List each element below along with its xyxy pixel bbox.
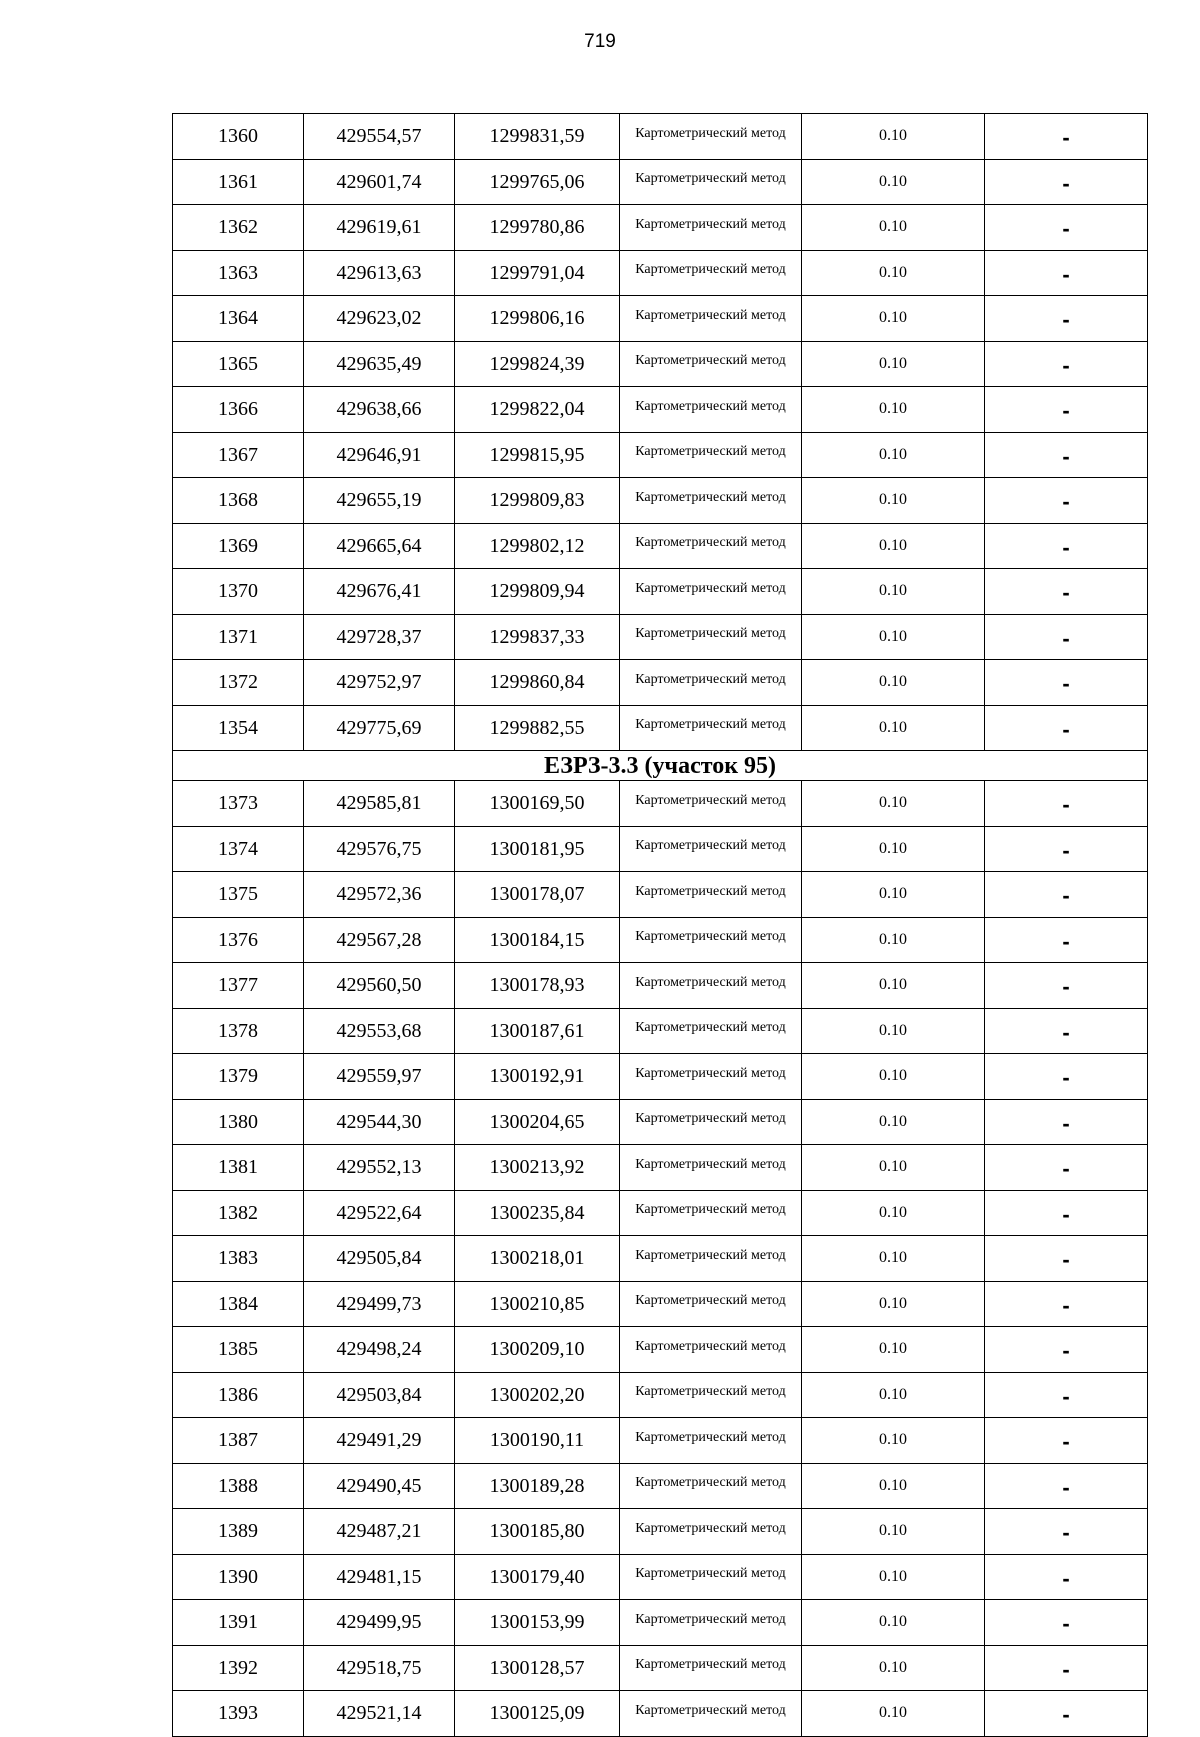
method-text: Картометрический метод (635, 1202, 786, 1218)
method-cell (620, 432, 802, 478)
note-cell: - (985, 114, 1148, 160)
accuracy-cell: 0.10 (802, 432, 985, 478)
method-cell (620, 705, 802, 751)
note-cell: - (985, 1600, 1148, 1646)
y-coordinate-cell: 1300189,28 (455, 1463, 620, 1509)
method-text: Картометрический метод (635, 398, 786, 414)
table-row (173, 569, 1148, 615)
point-number-cell: 1384 (173, 1281, 304, 1327)
table-row (173, 205, 1148, 251)
x-coordinate-cell: 429518,75 (304, 1645, 455, 1691)
y-coordinate-cell: 1299809,94 (455, 569, 620, 615)
table-row (173, 1418, 1148, 1464)
accuracy-cell: 0.10 (802, 1054, 985, 1100)
accuracy-cell: 0.10 (802, 478, 985, 524)
point-number-cell: 1364 (173, 296, 304, 342)
x-coordinate-cell: 429619,61 (304, 205, 455, 251)
point-number-cell: 1378 (173, 1008, 304, 1054)
point-number-cell: 1369 (173, 523, 304, 569)
table-row (173, 1600, 1148, 1646)
method-text: Картометрический метод (635, 1429, 786, 1445)
note-cell: - (985, 341, 1148, 387)
y-coordinate-cell: 1300181,95 (455, 826, 620, 872)
accuracy-cell: 0.10 (802, 1145, 985, 1191)
x-coordinate-cell: 429552,13 (304, 1145, 455, 1191)
note-cell: - (985, 660, 1148, 706)
y-coordinate-cell: 1300202,20 (455, 1372, 620, 1418)
y-coordinate-cell: 1300190,11 (455, 1418, 620, 1464)
y-coordinate-cell: 1299822,04 (455, 387, 620, 433)
note-cell: - (985, 523, 1148, 569)
point-number-cell: 1387 (173, 1418, 304, 1464)
table-row (173, 1008, 1148, 1054)
x-coordinate-cell: 429585,81 (304, 781, 455, 827)
accuracy-cell: 0.10 (802, 917, 985, 963)
table-row (173, 614, 1148, 660)
y-coordinate-cell: 1300178,93 (455, 963, 620, 1009)
table-row (173, 478, 1148, 524)
table-row (173, 917, 1148, 963)
note-cell: - (985, 705, 1148, 751)
coordinates-table (172, 113, 1148, 1737)
note-cell: - (985, 1327, 1148, 1373)
point-number-cell: 1391 (173, 1600, 304, 1646)
method-cell (620, 1281, 802, 1327)
x-coordinate-cell: 429560,50 (304, 963, 455, 1009)
accuracy-cell: 0.10 (802, 1645, 985, 1691)
y-coordinate-cell: 1299824,39 (455, 341, 620, 387)
x-coordinate-cell: 429728,37 (304, 614, 455, 660)
page-number: 719 (584, 31, 616, 52)
note-cell: - (985, 1691, 1148, 1737)
table-row (173, 1372, 1148, 1418)
note-cell: - (985, 1645, 1148, 1691)
y-coordinate-cell: 1300209,10 (455, 1327, 620, 1373)
note-cell: - (985, 387, 1148, 433)
point-number-cell: 1382 (173, 1190, 304, 1236)
note-cell: - (985, 826, 1148, 872)
table-row (173, 1327, 1148, 1373)
method-text: Картометрический метод (635, 489, 786, 505)
method-cell (620, 963, 802, 1009)
y-coordinate-cell: 1300178,07 (455, 872, 620, 918)
method-cell (620, 387, 802, 433)
x-coordinate-cell: 429646,91 (304, 432, 455, 478)
note-cell: - (985, 917, 1148, 963)
method-cell (620, 1054, 802, 1100)
method-text: Картометрический метод (635, 838, 786, 854)
point-number-cell: 1376 (173, 917, 304, 963)
note-cell: - (985, 614, 1148, 660)
note-cell: - (985, 205, 1148, 251)
point-number-cell: 1389 (173, 1509, 304, 1555)
table-row (173, 1145, 1148, 1191)
note-cell: - (985, 1554, 1148, 1600)
method-text: Картометрический метод (635, 1566, 786, 1582)
accuracy-cell: 0.10 (802, 296, 985, 342)
point-number-cell: 1390 (173, 1554, 304, 1600)
point-number-cell: 1380 (173, 1099, 304, 1145)
method-text: Картометрический метод (635, 883, 786, 899)
coordinates-table-body (173, 114, 1148, 1737)
accuracy-cell: 0.10 (802, 826, 985, 872)
accuracy-cell: 0.10 (802, 387, 985, 433)
method-cell (620, 205, 802, 251)
y-coordinate-cell: 1299809,83 (455, 478, 620, 524)
point-number-cell: 1354 (173, 705, 304, 751)
accuracy-cell: 0.10 (802, 781, 985, 827)
y-coordinate-cell: 1300218,01 (455, 1236, 620, 1282)
point-number-cell: 1392 (173, 1645, 304, 1691)
method-text: Картометрический метод (635, 1065, 786, 1081)
note-cell: - (985, 1372, 1148, 1418)
method-text: Картометрический метод (635, 171, 786, 187)
table-row (173, 660, 1148, 706)
note-cell: - (985, 872, 1148, 918)
method-text: Картометрический метод (635, 1338, 786, 1354)
method-cell (620, 1600, 802, 1646)
table-row (173, 1236, 1148, 1282)
table-row (173, 1691, 1148, 1737)
x-coordinate-cell: 429554,57 (304, 114, 455, 160)
table-row (173, 432, 1148, 478)
method-cell (620, 826, 802, 872)
y-coordinate-cell: 1300235,84 (455, 1190, 620, 1236)
point-number-cell: 1375 (173, 872, 304, 918)
table-row (173, 523, 1148, 569)
method-cell (620, 569, 802, 615)
method-text: Картометрический метод (635, 307, 786, 323)
note-cell: - (985, 432, 1148, 478)
point-number-cell: 1363 (173, 250, 304, 296)
x-coordinate-cell: 429559,97 (304, 1054, 455, 1100)
method-cell (620, 872, 802, 918)
table-row (173, 387, 1148, 433)
accuracy-cell: 0.10 (802, 1463, 985, 1509)
note-cell: - (985, 1190, 1148, 1236)
point-number-cell: 1365 (173, 341, 304, 387)
y-coordinate-cell: 1299837,33 (455, 614, 620, 660)
accuracy-cell: 0.10 (802, 1554, 985, 1600)
method-cell (620, 614, 802, 660)
y-coordinate-cell: 1300169,50 (455, 781, 620, 827)
method-cell (620, 1463, 802, 1509)
x-coordinate-cell: 429522,64 (304, 1190, 455, 1236)
accuracy-cell: 0.10 (802, 1281, 985, 1327)
x-coordinate-cell: 429613,63 (304, 250, 455, 296)
x-coordinate-cell: 429635,49 (304, 341, 455, 387)
table-row (173, 114, 1148, 160)
x-coordinate-cell: 429775,69 (304, 705, 455, 751)
accuracy-cell: 0.10 (802, 159, 985, 205)
point-number-cell: 1383 (173, 1236, 304, 1282)
method-text: Картометрический метод (635, 262, 786, 278)
x-coordinate-cell: 429567,28 (304, 917, 455, 963)
x-coordinate-cell: 429655,19 (304, 478, 455, 524)
method-text: Картометрический метод (635, 929, 786, 945)
method-text: Картометрический метод (635, 353, 786, 369)
note-cell: - (985, 1236, 1148, 1282)
method-text: Картометрический метод (635, 1111, 786, 1127)
x-coordinate-cell: 429499,73 (304, 1281, 455, 1327)
accuracy-cell: 0.10 (802, 1509, 985, 1555)
x-coordinate-cell: 429676,41 (304, 569, 455, 615)
method-cell (620, 1372, 802, 1418)
accuracy-cell: 0.10 (802, 660, 985, 706)
point-number-cell: 1368 (173, 478, 304, 524)
point-number-cell: 1372 (173, 660, 304, 706)
accuracy-cell: 0.10 (802, 1327, 985, 1373)
y-coordinate-cell: 1299765,06 (455, 159, 620, 205)
method-text: Картометрический метод (635, 1156, 786, 1172)
accuracy-cell: 0.10 (802, 1008, 985, 1054)
method-cell (620, 1418, 802, 1464)
table-row (173, 705, 1148, 751)
method-cell (620, 478, 802, 524)
y-coordinate-cell: 1300125,09 (455, 1691, 620, 1737)
table-row (173, 250, 1148, 296)
accuracy-cell: 0.10 (802, 872, 985, 918)
x-coordinate-cell: 429521,14 (304, 1691, 455, 1737)
accuracy-cell: 0.10 (802, 1691, 985, 1737)
y-coordinate-cell: 1300213,92 (455, 1145, 620, 1191)
table-row (173, 1281, 1148, 1327)
x-coordinate-cell: 429638,66 (304, 387, 455, 433)
x-coordinate-cell: 429553,68 (304, 1008, 455, 1054)
table-row (173, 781, 1148, 827)
method-text: Картометрический метод (635, 1611, 786, 1627)
x-coordinate-cell: 429623,02 (304, 296, 455, 342)
y-coordinate-cell: 1300184,15 (455, 917, 620, 963)
method-text: Картометрический метод (635, 1657, 786, 1673)
x-coordinate-cell: 429505,84 (304, 1236, 455, 1282)
method-text: Картометрический метод (635, 792, 786, 808)
method-cell (620, 1509, 802, 1555)
point-number-cell: 1366 (173, 387, 304, 433)
y-coordinate-cell: 1300153,99 (455, 1600, 620, 1646)
note-cell: - (985, 296, 1148, 342)
point-number-cell: 1386 (173, 1372, 304, 1418)
method-cell (620, 114, 802, 160)
point-number-cell: 1373 (173, 781, 304, 827)
x-coordinate-cell: 429498,24 (304, 1327, 455, 1373)
method-text: Картометрический метод (635, 125, 786, 141)
accuracy-cell: 0.10 (802, 1600, 985, 1646)
table-row (173, 1099, 1148, 1145)
x-coordinate-cell: 429572,36 (304, 872, 455, 918)
table-row (173, 1463, 1148, 1509)
y-coordinate-cell: 1299831,59 (455, 114, 620, 160)
note-cell: - (985, 569, 1148, 615)
method-text: Картометрический метод (635, 671, 786, 687)
x-coordinate-cell: 429481,15 (304, 1554, 455, 1600)
table-row (173, 1645, 1148, 1691)
point-number-cell: 1371 (173, 614, 304, 660)
x-coordinate-cell: 429576,75 (304, 826, 455, 872)
table-row (173, 872, 1148, 918)
method-cell (620, 1190, 802, 1236)
table-row (173, 1190, 1148, 1236)
y-coordinate-cell: 1299806,16 (455, 296, 620, 342)
method-cell (620, 781, 802, 827)
note-cell: - (985, 1509, 1148, 1555)
method-text: Картометрический метод (635, 1520, 786, 1536)
method-text: Картометрический метод (635, 626, 786, 642)
accuracy-cell: 0.10 (802, 1190, 985, 1236)
method-text: Картометрический метод (635, 535, 786, 551)
y-coordinate-cell: 1300179,40 (455, 1554, 620, 1600)
accuracy-cell: 0.10 (802, 1236, 985, 1282)
point-number-cell: 1360 (173, 114, 304, 160)
method-cell (620, 1008, 802, 1054)
table-row (173, 341, 1148, 387)
point-number-cell: 1393 (173, 1691, 304, 1737)
method-text: Картометрический метод (635, 1475, 786, 1491)
x-coordinate-cell: 429544,30 (304, 1099, 455, 1145)
table-row (173, 1509, 1148, 1555)
y-coordinate-cell: 1300204,65 (455, 1099, 620, 1145)
accuracy-cell: 0.10 (802, 614, 985, 660)
point-number-cell: 1388 (173, 1463, 304, 1509)
point-number-cell: 1367 (173, 432, 304, 478)
y-coordinate-cell: 1300187,61 (455, 1008, 620, 1054)
method-text: Картометрический метод (635, 974, 786, 990)
table-row (173, 1054, 1148, 1100)
method-cell (620, 1691, 802, 1737)
note-cell: - (985, 963, 1148, 1009)
x-coordinate-cell: 429499,95 (304, 1600, 455, 1646)
method-cell (620, 917, 802, 963)
point-number-cell: 1381 (173, 1145, 304, 1191)
x-coordinate-cell: 429665,64 (304, 523, 455, 569)
y-coordinate-cell: 1299780,86 (455, 205, 620, 251)
point-number-cell: 1361 (173, 159, 304, 205)
accuracy-cell: 0.10 (802, 250, 985, 296)
accuracy-cell: 0.10 (802, 523, 985, 569)
method-text: Картометрический метод (635, 1020, 786, 1036)
section-title: ЕЗРЗ-3.3 (участок 95) (173, 751, 1148, 781)
method-text: Картометрический метод (635, 1702, 786, 1718)
point-number-cell: 1377 (173, 963, 304, 1009)
accuracy-cell: 0.10 (802, 341, 985, 387)
method-cell (620, 660, 802, 706)
point-number-cell: 1370 (173, 569, 304, 615)
note-cell: - (985, 478, 1148, 524)
note-cell: - (985, 781, 1148, 827)
note-cell: - (985, 1418, 1148, 1464)
accuracy-cell: 0.10 (802, 1372, 985, 1418)
y-coordinate-cell: 1299802,12 (455, 523, 620, 569)
accuracy-cell: 0.10 (802, 1418, 985, 1464)
accuracy-cell: 0.10 (802, 963, 985, 1009)
accuracy-cell: 0.10 (802, 1099, 985, 1145)
method-text: Картометрический метод (635, 216, 786, 232)
section-header-row (173, 751, 1148, 781)
accuracy-cell: 0.10 (802, 569, 985, 615)
point-number-cell: 1374 (173, 826, 304, 872)
method-text: Картометрический метод (635, 1384, 786, 1400)
y-coordinate-cell: 1300210,85 (455, 1281, 620, 1327)
point-number-cell: 1379 (173, 1054, 304, 1100)
note-cell: - (985, 159, 1148, 205)
table-row (173, 1554, 1148, 1600)
x-coordinate-cell: 429487,21 (304, 1509, 455, 1555)
note-cell: - (985, 1099, 1148, 1145)
y-coordinate-cell: 1299860,84 (455, 660, 620, 706)
table-row (173, 159, 1148, 205)
note-cell: - (985, 1008, 1148, 1054)
point-number-cell: 1385 (173, 1327, 304, 1373)
point-number-cell: 1362 (173, 205, 304, 251)
accuracy-cell: 0.10 (802, 705, 985, 751)
method-text: Картометрический метод (635, 1293, 786, 1309)
method-cell (620, 1099, 802, 1145)
note-cell: - (985, 1054, 1148, 1100)
x-coordinate-cell: 429490,45 (304, 1463, 455, 1509)
note-cell: - (985, 250, 1148, 296)
method-text: Картометрический метод (635, 580, 786, 596)
method-text: Картометрический метод (635, 1247, 786, 1263)
method-text: Картометрический метод (635, 444, 786, 460)
note-cell: - (985, 1463, 1148, 1509)
method-cell (620, 1554, 802, 1600)
table-row (173, 296, 1148, 342)
method-text: Картометрический метод (635, 717, 786, 733)
method-cell (620, 1145, 802, 1191)
x-coordinate-cell: 429503,84 (304, 1372, 455, 1418)
y-coordinate-cell: 1300192,91 (455, 1054, 620, 1100)
method-cell (620, 296, 802, 342)
method-cell (620, 1327, 802, 1373)
table-row (173, 963, 1148, 1009)
y-coordinate-cell: 1300185,80 (455, 1509, 620, 1555)
method-cell (620, 250, 802, 296)
y-coordinate-cell: 1300128,57 (455, 1645, 620, 1691)
y-coordinate-cell: 1299791,04 (455, 250, 620, 296)
accuracy-cell: 0.10 (802, 114, 985, 160)
x-coordinate-cell: 429491,29 (304, 1418, 455, 1464)
note-cell: - (985, 1145, 1148, 1191)
method-cell (620, 1645, 802, 1691)
method-cell (620, 523, 802, 569)
method-cell (620, 159, 802, 205)
table-row (173, 826, 1148, 872)
x-coordinate-cell: 429752,97 (304, 660, 455, 706)
method-cell (620, 341, 802, 387)
note-cell: - (985, 1281, 1148, 1327)
y-coordinate-cell: 1299882,55 (455, 705, 620, 751)
x-coordinate-cell: 429601,74 (304, 159, 455, 205)
method-cell (620, 1236, 802, 1282)
accuracy-cell: 0.10 (802, 205, 985, 251)
y-coordinate-cell: 1299815,95 (455, 432, 620, 478)
